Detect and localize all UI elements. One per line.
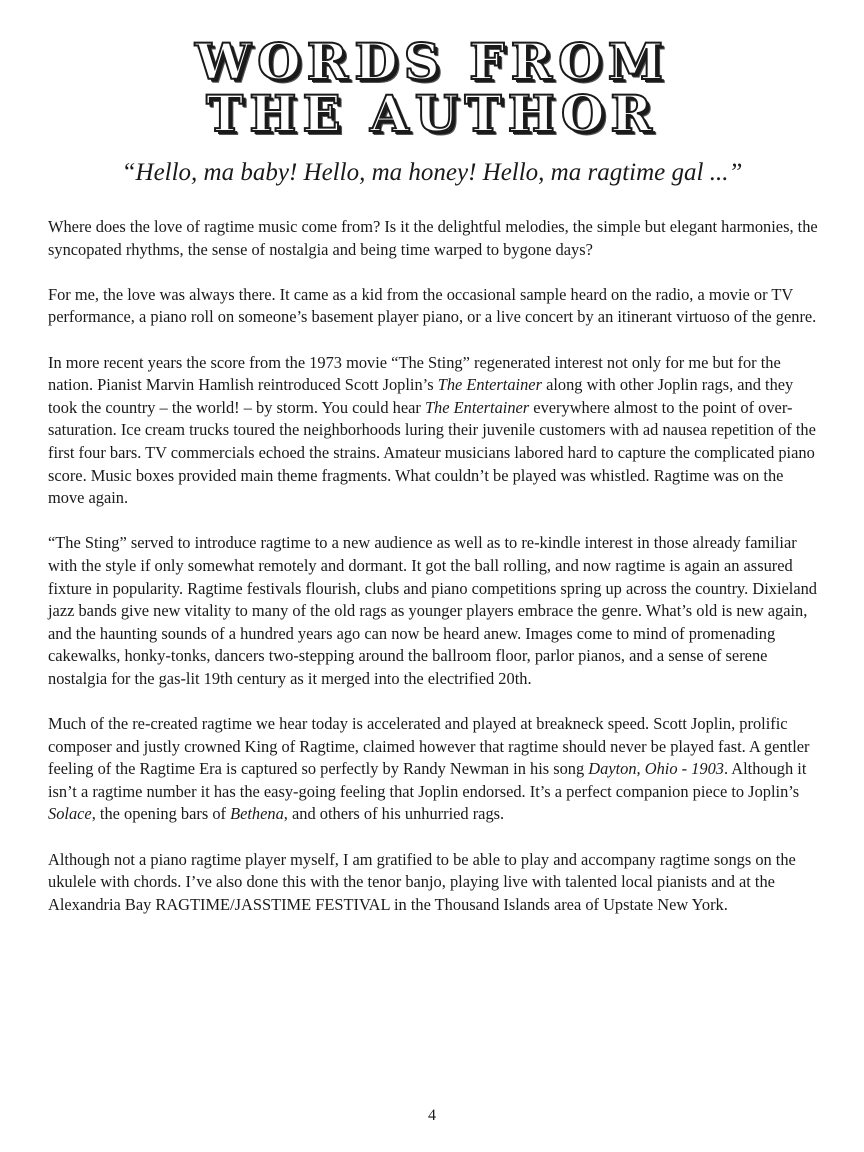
page-title-line-1: WORDS FROM <box>194 32 670 91</box>
song-title-the-entertainer: The Entertainer <box>437 375 542 395</box>
article-body <box>48 216 820 939</box>
paragraph-2: For me, the love was always there. It came as a kid from the occasional sample heard on the radio, a movie or TV performance, a piano roll on someone’s basement player piano, or a live concert by an itinerant virtuoso of the genre. <box>48 284 817 327</box>
paragraph-3-text-c: along with other Joplin rags, and they took the country – the world! – by storm. You could hear <box>48 375 794 417</box>
song-title-the-entertainer-2: The Entertainer <box>424 397 530 417</box>
paragraph-5-text-g: , and others of his unhurried rags. <box>283 804 505 824</box>
paragraph-5-text-c: . Although it isn’t a ragtime number it has the easy-going feeling that Joplin endorsed. It’s a perfect companion piece to Joplin’s <box>48 759 807 801</box>
epigraph-quote: “Hello, ma baby! Hello, ma honey! Hello, ma ragtime gal ...” <box>121 159 743 186</box>
song-title-bethena: Bethena <box>230 804 284 824</box>
paragraph-5 <box>48 713 820 826</box>
paragraph-3-text-a: In more recent years the score from the 1973 movie “The Sting” regenerated interest not only for me but for the nation. Pianist Marvin Hamlish reintroduced Scott Joplin’s <box>48 352 781 395</box>
paragraph-3 <box>48 352 820 510</box>
paragraph-5-text-a: Much of the re-created ragtime we hear today is accelerated and played at breakneck speed. Scott Joplin, prolific composer and justly crowned King of Ragtime, claimed however that ragtime should never be played fast. A gentler feeling of the Ragtime Era is captured so perfectly by Randy Newman in his song <box>48 714 810 779</box>
paragraph-5-text-e: , the opening bars of <box>91 804 231 824</box>
song-title-solace: Solace <box>48 804 92 824</box>
paragraph-4: “The Sting” served to introduce ragtime to a new audience as well as to re-kindle interest in those already familiar with the style if only somewhat remotely and dormant. It got the ball rolling, and now ragtime is again an assured fixture in popularity. Ragtime festivals flourish, clubs and piano competitions spring up across the country. Dixieland jazz bands give new vitality to many of the old rags as younger players embrace the genre. What’s old is new again, and the haunting sounds of a hundred years ago can now be heard anew. Images come to mind of promenading cakewalks, honky-tonks, dancers two-stepping around the ballroom floor, parlor pianos, and a sense of serene nostalgia for the gas-lit 19th century as it merged into the electrified 20th. <box>48 533 817 688</box>
paragraph-1: Where does the love of ragtime music come from? Is it the delightful melodies, the simple but elegant harmonies, the syncopated rhythms, the sense of nostalgia and being time warped to bygone days? <box>48 217 818 259</box>
song-title-dayton-ohio: Dayton, Ohio - 1903 <box>588 759 724 779</box>
page-number: 4 <box>428 1107 436 1124</box>
paragraph-6: Although not a piano ragtime player myself, I am gratified to be able to play and accompany ragtime songs on the ukulele with chords. I’ve also done this with the tenor banjo, playing live with talented local pianists and at the Alexandria Bay RAGTIME/JASSTIME FESTIVAL in the Thousand Islands area of Upstate New York. <box>48 849 796 914</box>
page-title-line-2: THE AUTHOR <box>206 84 658 143</box>
paragraph-3-text-e: everywhere almost to the point of over-saturation. Ice cream trucks toured the neighborhoods luring their juvenile customers with ad nausea repetition of the first four bars. TV commercials echoed the strains. Amateur musicians labored hard to capture the complicated piano score. Music boxes provided main theme fragments. What couldn’t be played was whistled. Ragtime was on the move again. <box>48 397 816 508</box>
